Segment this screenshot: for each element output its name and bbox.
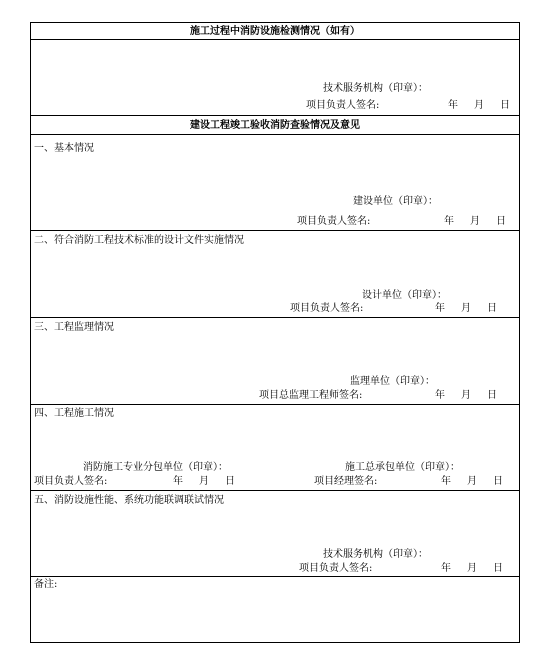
tech-service-org-seal-label: 技术服务机构（印章）： xyxy=(323,549,428,560)
date-day: 日 xyxy=(493,563,503,574)
divider xyxy=(31,230,519,231)
project-lead-sign-label: 项目负责人签名: xyxy=(299,563,373,574)
project-lead-sign-label: 项目负责人签名: xyxy=(290,303,364,314)
divider xyxy=(31,490,519,491)
section-title-acceptance: 建设工程竣工验收消防查验情况及意见 xyxy=(190,120,360,131)
project-manager-sign-label: 项目经理签名: xyxy=(314,476,378,487)
date-month: 月 xyxy=(461,303,471,314)
date-year: 年 xyxy=(444,216,454,227)
section-title-construction-test: 施工过程中消防设施检测情况（如有） xyxy=(190,26,360,37)
date-year: 年 xyxy=(441,563,451,574)
main-date-day: 日 xyxy=(493,476,503,487)
main-date-month: 月 xyxy=(467,476,477,487)
sub-date-year: 年 xyxy=(173,476,183,487)
divider xyxy=(31,115,519,116)
part2-heading: 二、符合消防工程技术标准的设计文件实施情况 xyxy=(34,235,244,246)
date-month: 月 xyxy=(467,563,477,574)
sub-date-day: 日 xyxy=(225,476,235,487)
tech-service-org-seal-label: 技术服务机构（印章）： xyxy=(323,83,428,94)
divider xyxy=(31,404,519,405)
divider xyxy=(31,317,519,318)
subcontract-lead-sign-label: 项目负责人签名: xyxy=(34,476,108,487)
date-month: 月 xyxy=(461,390,471,401)
date-year: 年 xyxy=(435,303,445,314)
date-day: 日 xyxy=(487,390,497,401)
main-date-year: 年 xyxy=(441,476,451,487)
date-year: 年 xyxy=(448,100,458,111)
part1-heading: 一、基本情况 xyxy=(34,143,94,154)
part5-heading: 五、消防设施性能、系统功能联调联试情况 xyxy=(34,495,224,506)
acceptance-form xyxy=(30,22,520,643)
remarks-label: 备注: xyxy=(34,579,58,590)
supervision-unit-seal-label: 监理单位（印章）： xyxy=(350,376,435,387)
date-day: 日 xyxy=(500,100,510,111)
part3-heading: 三、工程监理情况 xyxy=(34,322,114,333)
project-lead-sign-label: 项目负责人签名: xyxy=(306,100,380,111)
general-contractor-seal-label: 施工总承包单位（印章）： xyxy=(345,462,460,473)
fire-subcontractor-seal-label: 消防施工专业分包单位（印章）： xyxy=(83,462,228,473)
chief-supervisor-sign-label: 项目总监理工程师签名: xyxy=(259,390,363,401)
date-year: 年 xyxy=(435,390,445,401)
project-lead-sign-label: 项目负责人签名: xyxy=(297,216,371,227)
date-day: 日 xyxy=(496,216,506,227)
sub-date-month: 月 xyxy=(199,476,209,487)
divider xyxy=(31,576,519,577)
divider xyxy=(31,134,519,135)
construction-unit-seal-label: 建设单位（印章）： xyxy=(353,196,438,207)
part4-heading: 四、工程施工情况 xyxy=(34,408,114,419)
divider xyxy=(31,39,519,40)
date-day: 日 xyxy=(487,303,497,314)
design-unit-seal-label: 设计单位（印章）： xyxy=(362,290,447,301)
date-month: 月 xyxy=(474,100,484,111)
date-month: 月 xyxy=(470,216,480,227)
